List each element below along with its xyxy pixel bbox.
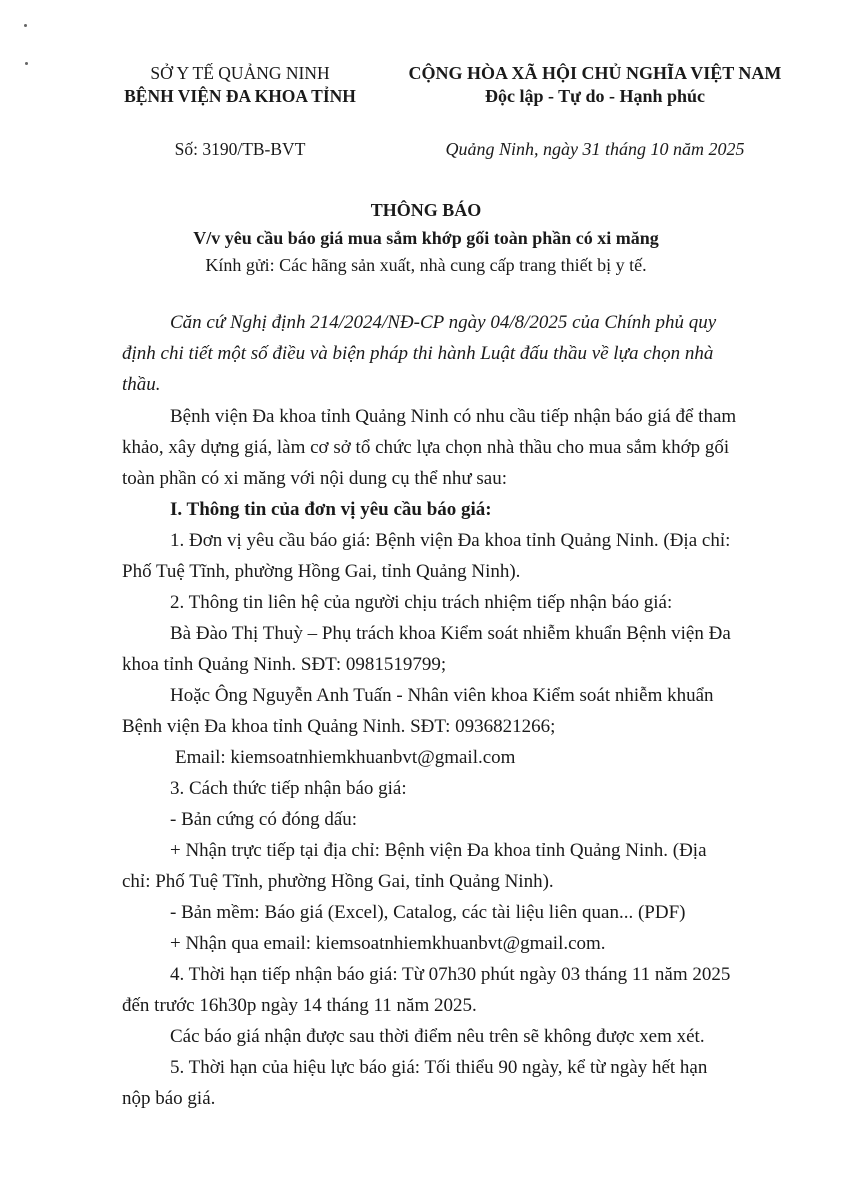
item-1-line: Phố Tuệ Tĩnh, phường Hồng Gai, tỉnh Quảng Ninh). <box>122 561 521 582</box>
hard-copy-line: - Bản cứng có đóng dấu: <box>170 809 358 830</box>
item-4-line: đến trước 16h30p ngày 14 tháng 11 năm 2025. <box>122 995 477 1016</box>
contact-1-line: Bà Đào Thị Thuỳ – Phụ trách khoa Kiểm soát nhiễm khuẩn Bệnh viện Đa <box>170 623 731 644</box>
document-title: THÔNG BÁO <box>370 200 482 220</box>
contact-2-line: Hoặc Ông Nguyễn Anh Tuấn - Nhân viên khoa Kiểm soát nhiễm khuẩn <box>170 685 714 706</box>
legal-basis-line: định chi tiết một số điều và biện pháp thi hành Luật đấu thầu về lựa chọn nhà <box>122 343 714 364</box>
legal-basis-line: Căn cứ Nghị định 214/2024/NĐ-CP ngày 04/8/2025 của Chính phủ quy <box>170 312 717 333</box>
late-note: Các báo giá nhận được sau thời điểm nêu trên sẽ không được xem xét. <box>170 1026 705 1047</box>
direct-delivery-line: + Nhận trực tiếp tại địa chỉ: Bệnh viện Đa khoa tỉnh Quảng Ninh. (Địa <box>170 840 707 861</box>
item-5-line: 5. Thời hạn của hiệu lực báo giá: Tối thiểu 90 ngày, kể từ ngày hết hạn <box>170 1057 708 1078</box>
agency-name: SỞ Y TẾ QUẢNG NINH <box>150 63 330 83</box>
item-5-line: nộp báo giá. <box>122 1088 216 1109</box>
legal-basis-line: thầu. <box>122 374 161 395</box>
contact-1-line: khoa tỉnh Quảng Ninh. SĐT: 0981519799; <box>122 654 447 675</box>
item-4-line: 4. Thời hạn tiếp nhận báo giá: Từ 07h30 phút ngày 03 tháng 11 năm 2025 <box>170 964 731 985</box>
recipient-line: Kính gửi: Các hãng sản xuất, nhà cung cấp trang thiết bị y tế. <box>205 255 647 275</box>
soft-copy-line: - Bản mềm: Báo giá (Excel), Catalog, các tài liệu liên quan... (PDF) <box>170 902 686 923</box>
place-date: Quảng Ninh, ngày 31 tháng 10 năm 2025 <box>445 139 745 159</box>
section-heading: I. Thông tin của đơn vị yêu cầu báo giá: <box>170 499 492 520</box>
item-3: 3. Cách thức tiếp nhận báo giá: <box>170 778 407 799</box>
scan-speck <box>24 24 27 27</box>
national-title: CỘNG HÒA XÃ HỘI CHỦ NGHĨA VIỆT NAM <box>408 63 782 83</box>
document-subject: V/v yêu cầu báo giá mua sắm khớp gối toàn phần có xi măng <box>193 228 659 248</box>
contact-2-line: Bệnh viện Đa khoa tỉnh Quảng Ninh. SĐT: 0936821266; <box>122 716 556 737</box>
email-line: Email: kiemsoatnhiemkhuanbvt@gmail.com <box>175 747 516 768</box>
document-number: Số: 3190/TB-BVT <box>174 139 306 159</box>
item-2: 2. Thông tin liên hệ của người chịu trách nhiệm tiếp nhận báo giá: <box>170 592 673 613</box>
direct-delivery-line: chỉ: Phố Tuệ Tĩnh, phường Hồng Gai, tỉnh Quảng Ninh). <box>122 871 554 892</box>
intro-line: khảo, xây dựng giá, làm cơ sở tổ chức lựa chọn nhà thầu cho mua sắm khớp gối <box>122 437 730 458</box>
item-1-line: 1. Đơn vị yêu cầu báo giá: Bệnh viện Đa khoa tỉnh Quảng Ninh. (Địa chỉ: <box>170 530 731 551</box>
intro-line: toàn phần có xi măng với nội dung cụ thể như sau: <box>122 468 507 489</box>
intro-line: Bệnh viện Đa khoa tỉnh Quảng Ninh có nhu cầu tiếp nhận báo giá để tham <box>170 406 737 427</box>
hospital-name: BỆNH VIỆN ĐA KHOA TỈNH <box>124 86 356 106</box>
email-delivery-line: + Nhận qua email: kiemsoatnhiemkhuanbvt@gmail.com. <box>170 933 606 954</box>
national-motto: Độc lập - Tự do - Hạnh phúc <box>484 86 706 106</box>
scan-speck <box>25 62 28 65</box>
